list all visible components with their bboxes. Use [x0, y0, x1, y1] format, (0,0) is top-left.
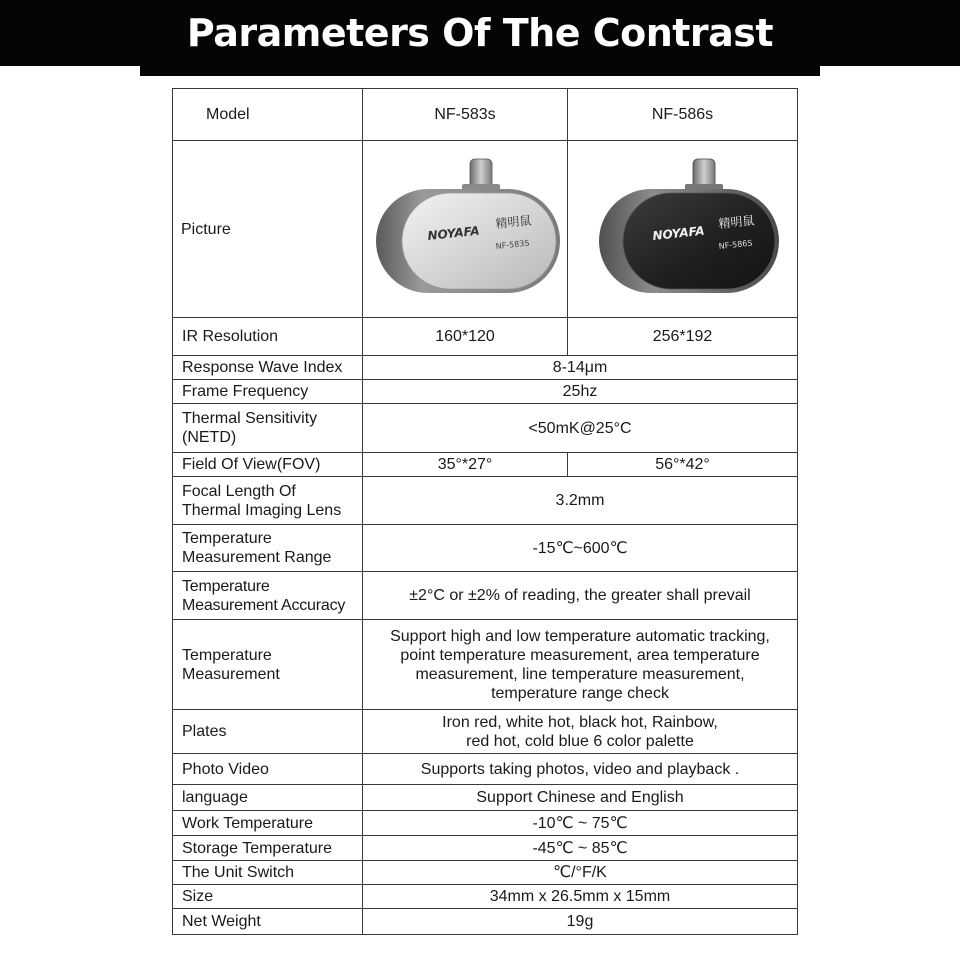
net-weight-value: 19g [363, 909, 798, 935]
thermal-sensitivity-label [173, 404, 363, 453]
row-fov [173, 453, 798, 477]
wave-index-label: Response Wave Index [173, 356, 363, 380]
row-ir-resolution [173, 318, 798, 356]
unit-switch-value: ℃/°F/K [363, 861, 798, 885]
row-unit-switch [173, 861, 798, 885]
row-plates [173, 710, 798, 754]
ir-resolution-nf583s: 160*120 [363, 318, 568, 356]
picture-nf586s [568, 141, 798, 318]
row-thermal-sensitivity [173, 404, 798, 453]
temp-accuracy-label [173, 572, 363, 620]
row-size [173, 885, 798, 909]
row-net-weight [173, 909, 798, 935]
model-nf583s: NF-583s [363, 89, 568, 141]
frame-frequency-label: Frame Frequency [173, 380, 363, 404]
device-model-mark: NF-583S [495, 238, 530, 251]
work-temp-value: -10℃ ~ 75℃ [363, 811, 798, 836]
temp-range-label [173, 525, 363, 572]
work-temp-label: Work Temperature [173, 811, 363, 836]
thermal-camera-silver-image [366, 142, 568, 317]
ir-resolution-nf586s: 256*192 [568, 318, 798, 356]
temp-measurement-value [363, 620, 798, 710]
thermal-sensitivity-label-line2: (NETD) [182, 429, 237, 446]
temp-measurement-line: Support high and low temperature automatic tracking, [390, 627, 770, 645]
device-chinese-label: 精明鼠 [717, 212, 756, 231]
parameters-table [172, 88, 798, 935]
net-weight-label: Net Weight [173, 909, 363, 935]
temp-measurement-line: measurement, line temperature measurement, [415, 665, 745, 683]
row-wave-index [173, 356, 798, 380]
temp-measurement-label-line1: Temperature [182, 646, 272, 664]
title-banner [0, 0, 960, 66]
row-temp-accuracy [173, 572, 798, 620]
focal-length-value: 3.2mm [363, 477, 798, 525]
model-label: Model [173, 89, 363, 141]
photo-video-value: Supports taking photos, video and playback . [363, 754, 798, 785]
photo-video-label: Photo Video [173, 754, 363, 785]
device-brand-label: NOYAFA [651, 223, 706, 243]
wave-index-value: 8-14μm [363, 356, 798, 380]
size-value: 34mm x 26.5mm x 15mm [363, 885, 798, 909]
device-brand-label: NOYAFA [426, 223, 481, 243]
fov-nf586s: 56°*42° [568, 453, 798, 477]
temp-accuracy-value: ±2°C or ±2% of reading, the greater shall prevail [363, 572, 798, 620]
thermal-sensitivity-value: <50mK@25°C [363, 404, 798, 453]
model-nf586s: NF-586s [568, 89, 798, 141]
row-picture [173, 141, 798, 318]
banner-divider [140, 66, 820, 76]
thermal-sensitivity-label-line1: Thermal Sensitivity [182, 410, 318, 427]
row-storage-temp [173, 836, 798, 861]
focal-length-label-line2: Thermal Imaging Lens [182, 501, 342, 519]
temp-accuracy-label-line1: Temperature [182, 577, 270, 595]
focal-length-label [173, 477, 363, 525]
plates-value [363, 710, 798, 754]
fov-label: Field Of View(FOV) [173, 453, 363, 477]
device-chinese-label: 精明鼠 [494, 212, 533, 231]
frame-frequency-value: 25hz [363, 380, 798, 404]
row-temp-range [173, 525, 798, 572]
row-language [173, 785, 798, 811]
row-frame-frequency [173, 380, 798, 404]
plates-line: Iron red, white hot, black hot, Rainbow, [442, 713, 718, 731]
language-label: language [173, 785, 363, 811]
language-value: Support Chinese and English [363, 785, 798, 811]
plates-label: Plates [173, 710, 363, 754]
ir-resolution-label: IR Resolution [173, 318, 363, 356]
temp-measurement-line: point temperature measurement, area temperature [400, 646, 760, 664]
row-model [173, 89, 798, 141]
plates-line: red hot, cold blue 6 color palette [466, 732, 694, 750]
page-title: Parameters Of The Contrast [186, 11, 774, 55]
unit-switch-label: The Unit Switch [173, 861, 363, 885]
size-label: Size [173, 885, 363, 909]
device-model-mark: NF-586S [718, 238, 753, 251]
focal-length-label-line1: Focal Length Of [182, 482, 296, 500]
picture-label: Picture [173, 141, 363, 318]
storage-temp-value: -45℃ ~ 85℃ [363, 836, 798, 861]
row-focal-length [173, 477, 798, 525]
temp-range-label-line2: Measurement Range [182, 549, 332, 566]
temp-range-value: -15℃~600℃ [363, 525, 798, 572]
temp-measurement-label-line2: Measurement [182, 665, 280, 683]
temp-range-label-line1: Temperature [182, 530, 272, 547]
row-temp-measurement [173, 620, 798, 710]
temp-measurement-line: temperature range check [491, 684, 669, 702]
row-photo-video [173, 754, 798, 785]
thermal-camera-black-image [571, 142, 798, 317]
row-work-temp [173, 811, 798, 836]
temp-measurement-label [173, 620, 363, 710]
fov-nf583s: 35°*27° [363, 453, 568, 477]
picture-nf583s [363, 141, 568, 318]
storage-temp-label: Storage Temperature [173, 836, 363, 861]
temp-accuracy-label-line2: Measurement Accuracy [182, 596, 346, 614]
